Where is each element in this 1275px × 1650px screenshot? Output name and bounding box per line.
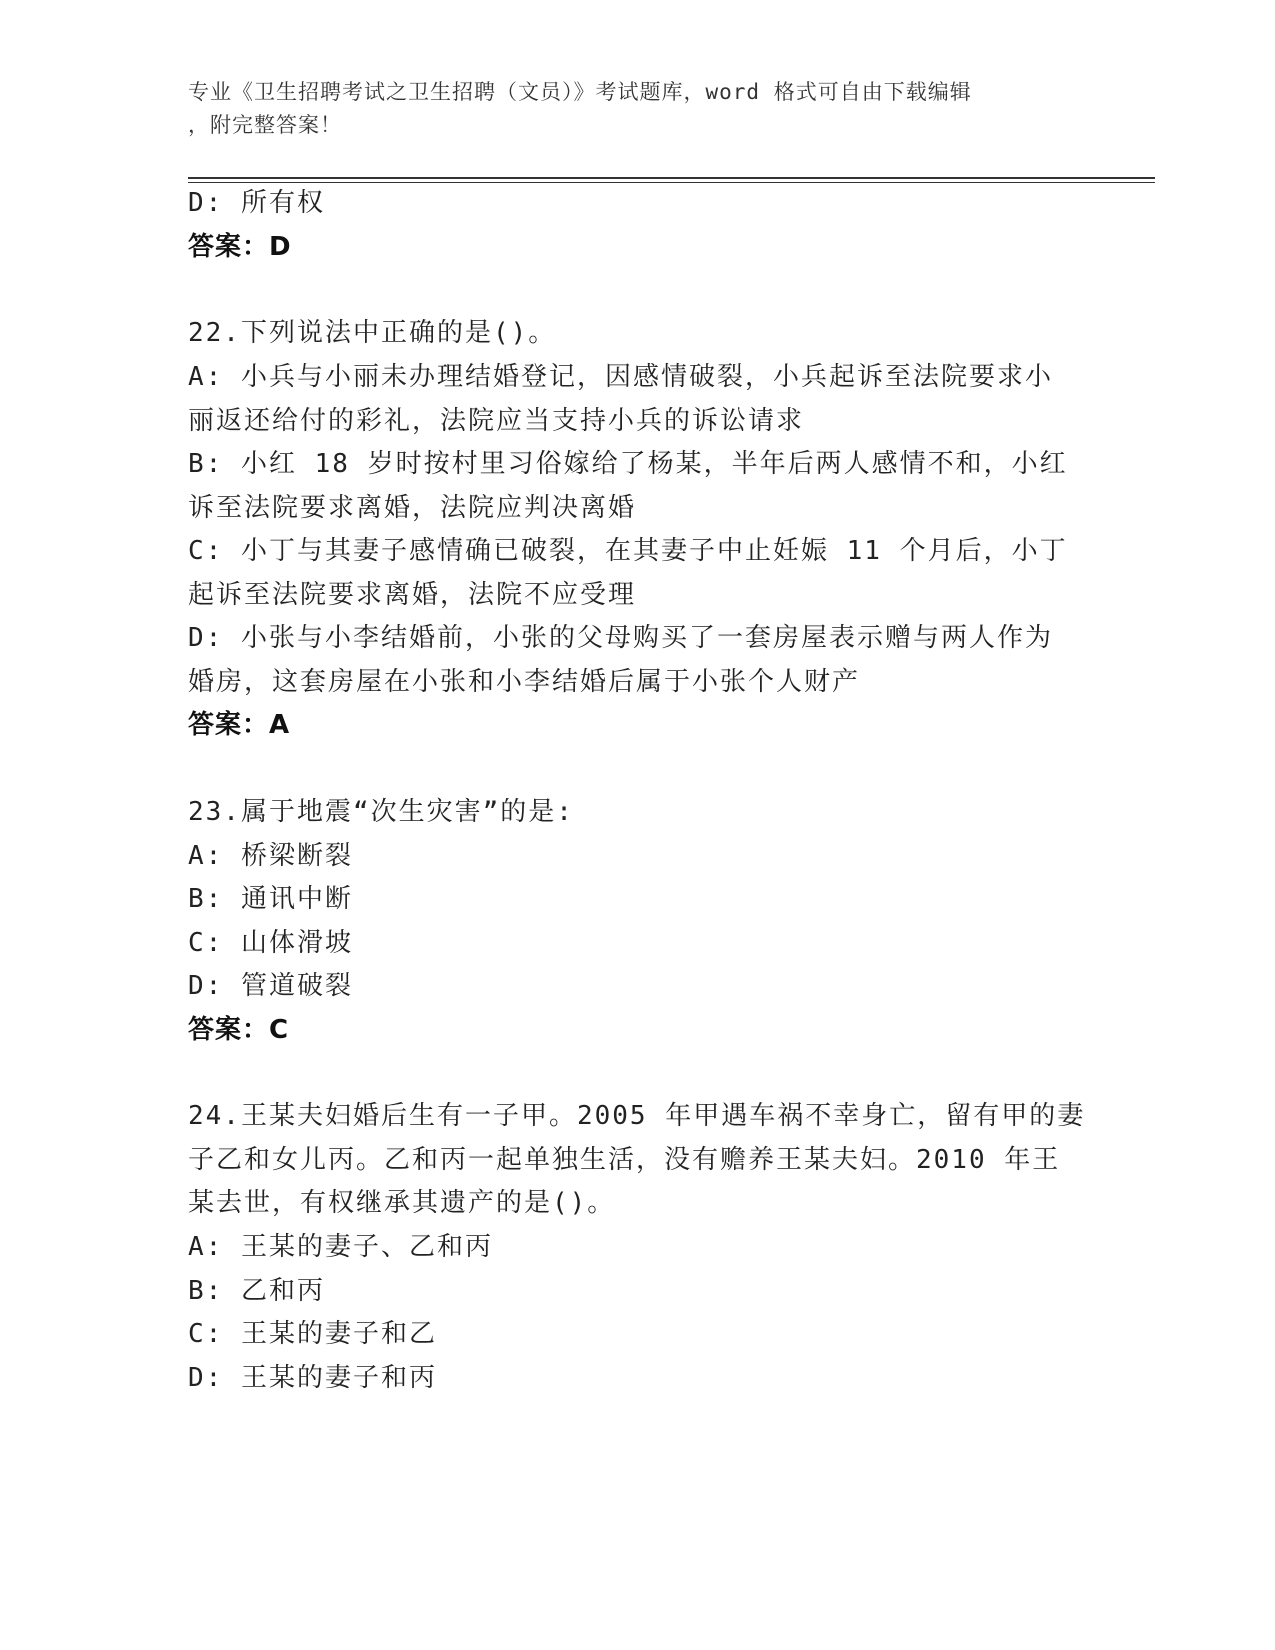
q22-option-a-line2: 丽返还给付的彩礼，法院应当支持小兵的诉讼请求: [188, 406, 805, 436]
prev-option-d: D: 所有权: [188, 188, 325, 218]
q23-option-b: B: 通讯中断: [188, 884, 353, 914]
q24-stem-line2: 子乙和女儿丙。乙和丙一起单独生活，没有赡养王某夫妇。2010 年王: [188, 1145, 1061, 1175]
q23-option-a: A: 桥梁断裂: [188, 841, 353, 871]
q23-option-c: C: 山体滑坡: [188, 928, 353, 958]
q22-option-c-line2: 起诉至法院要求离婚，法院不应受理: [188, 580, 637, 610]
q22-option-b-line1: B: 小红 18 岁时按村里习俗嫁给了杨某，半年后两人感情不和，小红: [188, 449, 1068, 479]
q22-stem: 22.下列说法中正确的是()。: [188, 318, 557, 348]
prev-answer: 答案：D: [188, 232, 292, 262]
q23-stem: 23.属于地震“次生灾害”的是:: [188, 797, 574, 827]
q22-option-a-line1: A: 小兵与小丽未办理结婚登记，因感情破裂，小兵起诉至法院要求小: [188, 362, 1053, 392]
q22-option-c-line1: C: 小丁与其妻子感情确已破裂，在其妻子中止妊娠 11 个月后，小丁: [188, 536, 1068, 566]
q22-option-d-line1: D: 小张与小李结婚前，小张的父母购买了一套房屋表示赠与两人作为: [188, 623, 1053, 653]
q22-option-d-line2: 婚房，这套房屋在小张和小李结婚后属于小张个人财产: [188, 667, 861, 697]
q24-stem-line3: 某去世，有权继承其遗产的是()。: [188, 1188, 616, 1218]
q23-answer: 答案：C: [188, 1015, 290, 1045]
q24-option-c: C: 王某的妻子和乙: [188, 1319, 437, 1349]
q24-option-b: B: 乙和丙: [188, 1276, 325, 1306]
q24-option-d: D: 王某的妻子和丙: [188, 1363, 437, 1393]
q24-stem-line1: 24.王某夫妇婚后生有一子甲。2005 年甲遇车祸不幸身亡，留有甲的妻: [188, 1101, 1086, 1131]
q23-option-d: D: 管道破裂: [188, 971, 353, 1001]
page-header: [188, 76, 1068, 142]
q22-answer: 答案：A: [188, 710, 291, 740]
header-line-2: ，附完整答案！: [188, 113, 342, 137]
q24-option-a: A: 王某的妻子、乙和丙: [188, 1232, 493, 1262]
q22-option-b-line2: 诉至法院要求离婚，法院应判决离婚: [188, 493, 637, 523]
header-divider-thick: [188, 177, 1155, 179]
header-line-1: 专业《卫生招聘考试之卫生招聘（文员）》考试题库，word 格式可自由下载编辑: [188, 80, 972, 104]
header-divider-thin: [188, 182, 1155, 183]
